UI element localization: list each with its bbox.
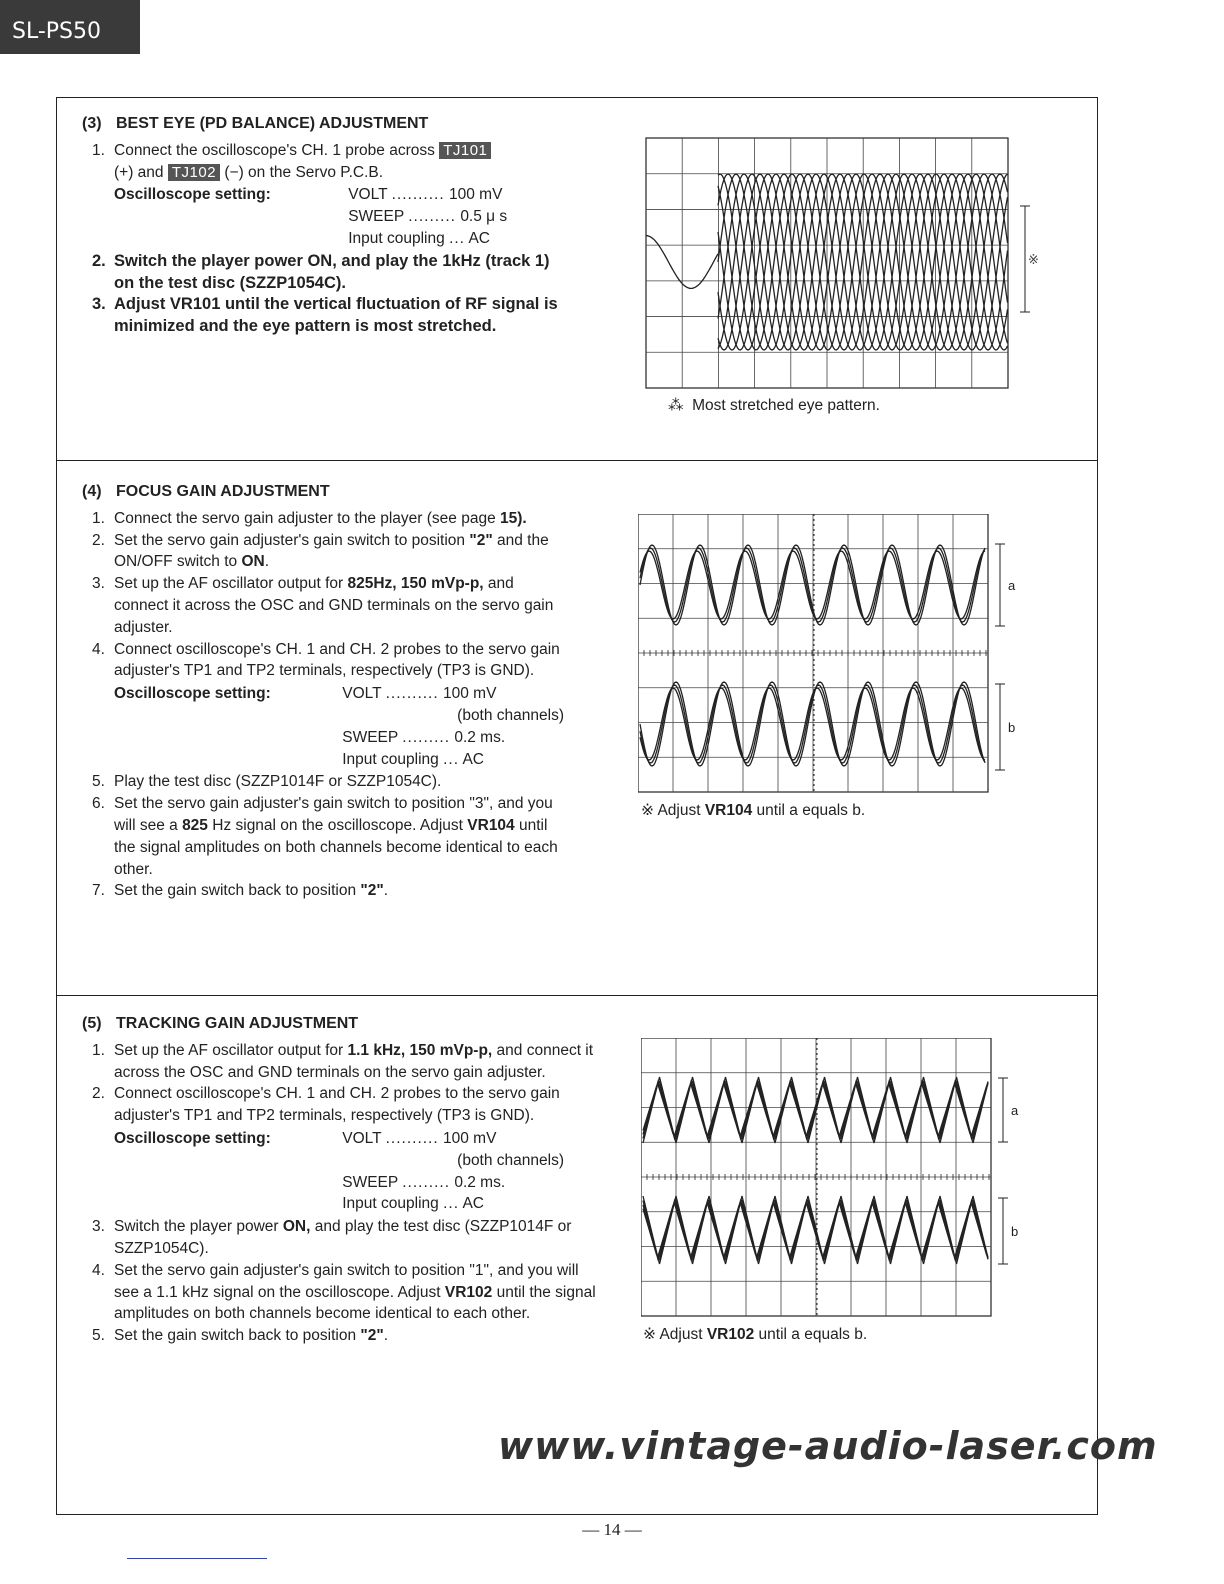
figure-caption: ※ Adjust VR102 until a equals b. — [643, 1326, 868, 1343]
step-5: 5. Play the test disc (SZZP1014F or SZZP1054C). — [92, 773, 442, 791]
step-4: 4. Connect oscilloscope's CH. 1 and CH. 2 probes to the servo gain adjuster's TP1 and TP2 terminals, respectively (TP3 is GND). Oscilloscope setting: VOLT .......... 100 mV (both channels) SWEEP ......... 0.2 ms. Input coupling ... AC — [82, 639, 564, 771]
reference-mark: ※ — [1028, 253, 1039, 268]
step-5: 5. Set the gain switch back to position "2". — [92, 1327, 389, 1345]
section-divider — [56, 460, 1098, 461]
eye-pattern-figure — [644, 136, 1054, 392]
section-focus-gain — [82, 481, 564, 902]
figure-caption: ⁂ Most stretched eye pattern. — [668, 397, 880, 414]
figure-caption: ※ Adjust VR104 until a equals b. — [641, 802, 866, 819]
step-2: 2. Connect oscilloscope's CH. 1 and CH. 2 probes to the servo gain adjuster's TP1 and TP2 terminals, respectively (TP3 is GND). Oscilloscope setting: VOLT .......... 100 mV (both channels) SWEEP ......... 0.2 ms. Input coupling ... AC — [82, 1083, 598, 1215]
page-number: — 14 — — [582, 1520, 642, 1539]
section-tracking-gain — [82, 1013, 598, 1347]
section-divider — [56, 995, 1098, 996]
step-3: 3. Switch the player power ON, and play the test disc (SZZP1014F or SZZP1054C). — [92, 1218, 572, 1257]
step-1: 1. Connect the oscilloscope's CH. 1 probe across TJ101 (+) and TJ102 (−) on the Servo P.C.B. Oscilloscope setting: VOLT .......... 100 mV SWEEP ......... 0.5 μ s Input coupling ... AC — [82, 140, 572, 250]
oscilloscope-setting: Oscilloscope setting: VOLT .......... 100 mV (both channels) SWEEP ......... 0.2 ms. Input coupling ... AC — [114, 685, 564, 768]
oscilloscope-setting: Oscilloscope setting: VOLT .......... 100 mV (both channels) SWEEP ......... 0.2 ms. Input coupling ... AC — [114, 1129, 564, 1213]
amplitude-label: b — [1008, 720, 1016, 735]
section-title: (4) FOCUS GAIN ADJUSTMENT — [82, 483, 330, 500]
step-1: 1. Connect the servo gain adjuster to the player (see page 15). — [92, 509, 527, 527]
step-3: 3. Set up the AF oscillator output for 825Hz, 150 mVp-p, and connect it across the OSC and GND terminals on the servo gain adjuster. — [92, 575, 554, 636]
watermark: www.vintage-audio-laser.com — [498, 1424, 1158, 1468]
section-title: (3) BEST EYE (PD BALANCE) ADJUSTMENT — [82, 115, 429, 132]
focus-gain-waveform-figure — [638, 514, 1028, 794]
tracking-gain-waveform-figure — [641, 1038, 1031, 1318]
model-tab: SL-PS50 — [0, 0, 140, 54]
step-2: 2. Switch the player power ON, and play the 1kHz (track 1) on the test disc (SZZP1054C). — [92, 251, 550, 292]
step-2: 2. Set the servo gain adjuster's gain switch to position "2" and the ON/OFF switch to ON. — [92, 531, 549, 571]
amplitude-label: a — [1011, 1103, 1019, 1118]
section-title: (5) TRACKING GAIN ADJUSTMENT — [82, 1015, 359, 1032]
amplitude-label: a — [1008, 578, 1016, 593]
step-4: 4. Set the servo gain adjuster's gain switch to position "1", and you will see a 1.1 kHz signal on the oscilloscope. Adjust VR102 until the signal amplitudes on both channels become identical to each other. — [92, 1261, 596, 1323]
section-best-eye — [82, 113, 572, 338]
amplitude-label: b — [1011, 1224, 1019, 1239]
step-7: 7. Set the gain switch back to position "2". — [92, 882, 389, 900]
step-6: 6. Set the servo gain adjuster's gain switch to position "3", and you will see a 825 Hz signal on the oscilloscope. Adjust VR104 until the signal amplitudes on both channels become identical to each other. — [92, 795, 558, 878]
step-3: 3. Adjust VR101 until the vertical fluctuation of RF signal is minimized and the eye pattern is most stretched. — [92, 295, 558, 336]
footer-rule — [127, 1558, 267, 1559]
step-1: 1. Set up the AF oscillator output for 1.1 kHz, 150 mVp-p, and connect it across the OSC and GND terminals on the servo gain adjuster. — [92, 1041, 594, 1081]
oscilloscope-setting: Oscilloscope setting: VOLT .......... 100 mV SWEEP ......... 0.5 μ s Input coupling ... AC — [114, 186, 508, 247]
